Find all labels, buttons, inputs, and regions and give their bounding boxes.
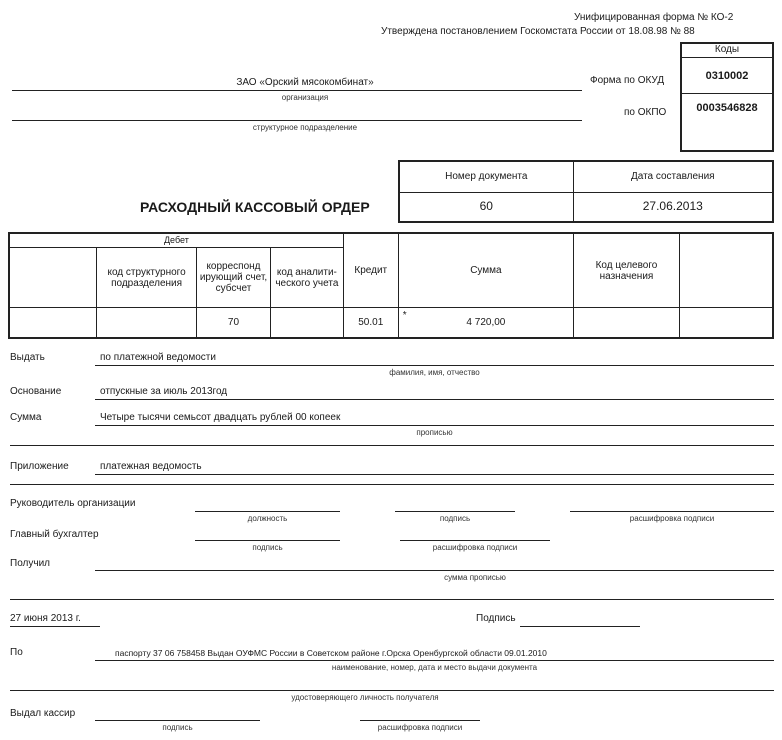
date-line [10,626,100,627]
attachment-line [95,474,774,475]
row-sum-cell [398,308,573,338]
org-caption: организация [281,93,329,102]
accountant-decoding-line [400,540,550,541]
head-position-line [195,511,340,512]
org-name: ЗАО «Орский мясокомбинат» [236,77,374,88]
org-line [12,90,582,91]
empty-header [679,233,773,308]
date-header: Дата составления [573,161,773,192]
row-empty [679,308,773,338]
signature-line [520,626,640,627]
sum-line-2 [10,445,774,446]
sum-caption: прописью [416,428,453,437]
issue-value: по платежной ведомости [100,352,216,363]
sum-line [95,425,774,426]
issue-label: Выдать [10,352,45,363]
basis-label: Основание [10,386,62,397]
doc-title: РАСХОДНЫЙ КАССОВЫЙ ОРДЕР [140,199,370,215]
cashier-label: Выдал кассир [10,708,76,719]
doc-date: 27.06.2013 [573,192,773,222]
basis-value: отпускные за июль 2013год [100,386,228,397]
passport-line-2 [10,690,774,691]
row-analytic [270,308,343,338]
received-label: Получил [10,558,50,569]
doc-number: 60 [399,192,573,222]
sum-label: Сумма [10,412,42,423]
passport-value: паспорту 37 06 758458 Выдан ОУФМС России в Советском районе г.Орска Оренбургской области 09.01.2010 [115,648,547,658]
number-header: Номер документа [399,161,573,192]
blank-col-header [9,248,97,308]
form-name: Унифицированная форма № КО-2 [574,12,734,23]
accountant-signature-line [195,540,340,541]
row-mark: * [402,310,407,321]
okud-value: 0310002 [705,70,749,82]
received-line-2 [10,599,774,600]
codes-divider-2 [680,93,774,94]
basis-line [95,399,774,400]
head-signature-caption: подпись [439,514,471,523]
date-value: 27 июня 2013 г. [10,613,81,624]
codes-divider [680,57,774,58]
attachment-line-2 [10,484,774,485]
cashier-decoding-line [360,720,480,721]
row-sum: 4 720,00 [466,316,506,328]
cashier-decoding-caption: расшифровка подписи [377,723,463,732]
codes-box [680,42,774,152]
subdivision-header: код структурного подразделения [97,248,197,308]
received-line [95,570,774,571]
row-corr-account: 70 [197,308,271,338]
main-table [8,232,774,339]
row-subdivision [97,308,197,338]
credit-header: Кредит [343,233,398,308]
analytic-header: код аналити-ческого учета [270,248,343,308]
head-decoding-caption: расшифровка подписи [629,514,715,523]
doc-number-table [398,160,774,223]
sum-value: Четыре тысячи семьсот двадцать рублей 00 копеек [100,412,341,423]
head-position-caption: должность [247,514,288,523]
okud-label: Форма по ОКУД [590,75,665,86]
accountant-label: Главный бухгалтер [10,529,99,540]
cashier-signature-line [95,720,260,721]
passport-caption: наименование, номер, дата и место выдачи документа [331,663,538,672]
passport-caption-2: удостоверяющего личность получателя [291,693,439,702]
received-caption: сумма прописью [444,573,506,582]
okpo-label: по ОКПО [624,107,667,118]
accountant-signature-caption: подпись [252,543,283,552]
accountant-decoding-caption: расшифровка подписи [432,543,518,552]
row-purpose [574,308,680,338]
passport-line [95,660,774,661]
corr-account-header: корреспонд ирующий счет, субсчет [197,248,271,308]
signature-label: Подпись [476,613,516,624]
purpose-header: Код целевого назначения [574,233,680,308]
issue-caption: фамилия, имя, отчество [389,368,480,377]
head-label: Руководитель организации [10,498,136,509]
attachment-label: Приложение [10,461,69,472]
codes-label: Коды [714,44,740,55]
debit-header: Дебет [9,233,343,248]
by-label: По [10,647,23,658]
subdivision-caption: структурное подразделение [252,123,358,132]
head-decoding-line [570,511,774,512]
subdivision-line [12,120,582,121]
row-credit: 50.01 [343,308,398,338]
row-blank [9,308,97,338]
approval-note: Утверждена постановлением Госкомстата России от 18.08.98 № 88 [381,26,695,37]
head-signature-line [395,511,515,512]
sum-header: Сумма [398,233,573,308]
attachment-value: платежная ведомость [100,461,202,472]
issue-line [95,365,774,366]
okpo-value: 0003546828 [696,102,758,114]
cashier-signature-caption: подпись [162,723,193,732]
